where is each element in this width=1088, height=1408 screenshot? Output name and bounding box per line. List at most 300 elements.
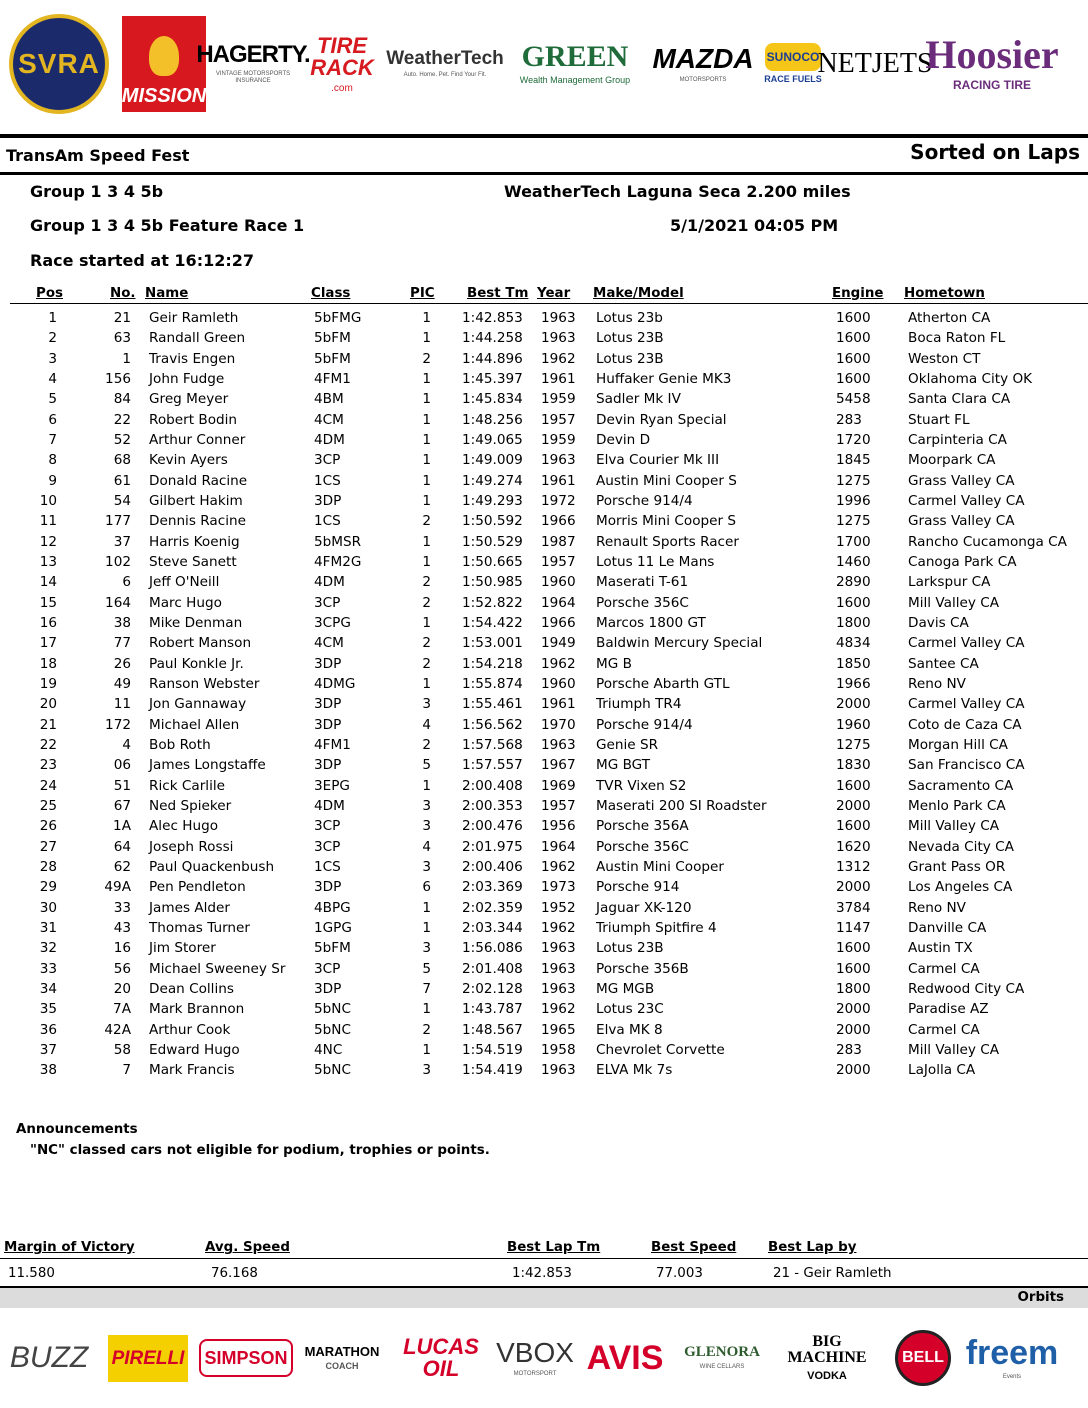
- best-time-cell: 2:02.359: [462, 899, 523, 916]
- engine-cell: 1275: [836, 472, 871, 489]
- class-cell: 5bFMG: [314, 310, 362, 326]
- margin-of-victory-value: 11.580: [8, 1266, 55, 1281]
- pic-cell: 2: [422, 736, 431, 753]
- best-time-cell: 1:45.397: [462, 370, 523, 387]
- bottom-sponsor-banner: [0, 1308, 1088, 1408]
- car-number-cell: 177: [105, 513, 131, 530]
- engine-cell: 1996: [836, 492, 871, 509]
- pos-cell: 18: [39, 655, 57, 672]
- driver-name-cell: Geir Ramleth: [149, 310, 239, 326]
- engine-cell: 2000: [836, 879, 871, 896]
- engine-cell: 1600: [836, 350, 871, 367]
- make-model-cell: MG B: [596, 655, 632, 672]
- table-row: [0, 920, 1088, 940]
- best-time-cell: 2:02.128: [462, 980, 523, 997]
- pos-cell: 19: [39, 675, 57, 692]
- pic-cell: 1: [422, 330, 431, 347]
- car-number-cell: 22: [113, 411, 131, 428]
- pos-cell: 3: [48, 350, 57, 367]
- col-class: Class: [311, 286, 351, 301]
- mission-logo: MISSION: [118, 0, 210, 128]
- engine-cell: 1966: [836, 675, 871, 692]
- make-model-cell: Porsche 356C: [596, 594, 689, 611]
- engine-cell: 1600: [836, 594, 871, 611]
- sort-label: Sorted on Laps: [910, 140, 1080, 164]
- engine-cell: 1720: [836, 431, 871, 448]
- year-cell: 1969: [541, 777, 576, 794]
- best-time-cell: 1:54.422: [462, 614, 523, 631]
- driver-name-cell: Donald Racine: [149, 472, 248, 489]
- netjets-logo: NETJETS: [817, 48, 933, 79]
- class-cell: 3DP: [314, 696, 342, 713]
- table-row: [0, 981, 1088, 1001]
- class-cell: 5bFM: [314, 940, 351, 957]
- table-row: [0, 473, 1088, 493]
- best-lap-by-value: 21 - Geir Ramleth: [773, 1266, 892, 1281]
- pos-cell: 25: [39, 797, 57, 814]
- pos-cell: 37: [39, 1041, 57, 1058]
- make-model-cell: Maserati T-61: [596, 574, 689, 591]
- driver-name-cell: Dennis Racine: [149, 513, 246, 530]
- car-number-cell: 1: [122, 350, 131, 367]
- engine-cell: 1960: [836, 716, 871, 733]
- best-time-cell: 1:49.065: [462, 431, 523, 448]
- make-model-cell: Elva Courier Mk III: [596, 452, 720, 469]
- col-best-time: Best Tm: [467, 286, 529, 301]
- engine-cell: 4834: [836, 635, 871, 652]
- car-number-cell: 56: [113, 960, 131, 977]
- make-model-cell: Elva MK 8: [596, 1021, 663, 1038]
- make-model-cell: Porsche 356A: [596, 818, 689, 835]
- best-time-cell: 1:56.562: [462, 716, 523, 733]
- year-cell: 1970: [541, 716, 576, 733]
- year-cell: 1964: [541, 594, 576, 611]
- driver-name-cell: James Alder: [149, 899, 231, 916]
- hometown-cell: Austin TX: [908, 940, 973, 957]
- column-header-rule: [10, 303, 1088, 304]
- driver-name-cell: Mike Denman: [149, 614, 243, 631]
- car-number-cell: 156: [105, 370, 131, 387]
- car-number-cell: 16: [113, 940, 131, 957]
- car-number-cell: 62: [113, 858, 131, 875]
- best-time-cell: 1:55.874: [462, 675, 523, 692]
- pos-cell: 21: [39, 716, 57, 733]
- year-cell: 1963: [541, 960, 576, 977]
- best-time-cell: 2:00.406: [462, 858, 523, 875]
- make-model-cell: ELVA Mk 7s: [596, 1062, 673, 1079]
- engine-cell: 1600: [836, 330, 871, 347]
- driver-name-cell: Kevin Ayers: [149, 452, 228, 469]
- year-cell: 1957: [541, 553, 576, 570]
- pos-cell: 20: [39, 696, 57, 713]
- flame-icon: [149, 36, 179, 76]
- pos-cell: 23: [39, 757, 57, 774]
- svra-logo-text: SVRA: [18, 48, 100, 79]
- pirelli-logo: PIRELLI: [98, 1308, 198, 1408]
- engine-cell: 1800: [836, 980, 871, 997]
- car-number-cell: 49: [113, 675, 131, 692]
- hometown-cell: Boca Raton FL: [908, 330, 1006, 347]
- class-cell: 4FM1: [314, 370, 351, 387]
- class-cell: 5bNC: [314, 1021, 351, 1038]
- engine-cell: 1600: [836, 818, 871, 835]
- table-row: [0, 1042, 1088, 1062]
- driver-name-cell: Bob Roth: [149, 736, 211, 753]
- hometown-cell: Menlo Park CA: [908, 797, 1006, 814]
- make-model-cell: Lotus 23C: [596, 1001, 664, 1018]
- make-model-cell: Huffaker Genie MK3: [596, 370, 732, 387]
- table-row: [0, 615, 1088, 635]
- class-cell: 5bNC: [314, 1001, 351, 1018]
- year-cell: 1957: [541, 411, 576, 428]
- car-number-cell: 77: [113, 635, 131, 652]
- hometown-cell: Carpinteria CA: [908, 431, 1007, 448]
- best-time-cell: 2:00.353: [462, 797, 523, 814]
- col-year: Year: [537, 286, 571, 301]
- best-lap-by-label: Best Lap by: [768, 1240, 857, 1255]
- make-model-cell: MG MGB: [596, 980, 655, 997]
- weathertech-logo: WeatherTech Auto. Home. Pet. Find Your Fit.: [386, 48, 504, 79]
- table-row: [0, 656, 1088, 676]
- table-row: [0, 859, 1088, 879]
- make-model-cell: Porsche Abarth GTL: [596, 675, 730, 692]
- class-cell: 5bFM: [314, 330, 351, 347]
- engine-cell: 2890: [836, 574, 871, 591]
- make-model-cell: Porsche 356C: [596, 838, 689, 855]
- best-time-cell: 1:48.567: [462, 1021, 523, 1038]
- driver-name-cell: Steve Sanett: [149, 553, 237, 570]
- year-cell: 1965: [541, 1021, 576, 1038]
- table-row: [0, 839, 1088, 859]
- hometown-cell: Sacramento CA: [908, 777, 1014, 794]
- best-time-cell: 1:49.009: [462, 452, 523, 469]
- best-time-cell: 1:44.896: [462, 350, 523, 367]
- buzz-logo: BUZZ: [9, 1341, 89, 1374]
- make-model-cell: Lotus 23B: [596, 330, 664, 347]
- hoosier-logo: Hoosier RACING TIRE: [925, 32, 1059, 93]
- hometown-cell: Oklahoma City OK: [908, 370, 1033, 387]
- class-cell: 4FM1: [314, 736, 351, 753]
- track-label: WeatherTech Laguna Seca 2.200 miles: [504, 182, 851, 201]
- driver-name-cell: Arthur Cook: [149, 1021, 231, 1038]
- car-number-cell: 11: [113, 696, 131, 713]
- table-row: [0, 452, 1088, 472]
- engine-cell: 2000: [836, 696, 871, 713]
- table-row: [0, 737, 1088, 757]
- best-time-cell: 1:52.822: [462, 594, 523, 611]
- hometown-cell: Carmel Valley CA: [908, 635, 1025, 652]
- pos-cell: 15: [39, 594, 57, 611]
- hometown-cell: Moorpark CA: [908, 452, 996, 469]
- simpson-logo: SIMPSON: [198, 1308, 294, 1408]
- engine-cell: 1312: [836, 858, 871, 875]
- col-no: No.: [110, 286, 136, 301]
- year-cell: 1964: [541, 838, 576, 855]
- car-number-cell: 38: [113, 614, 131, 631]
- pic-cell: 1: [422, 411, 431, 428]
- pic-cell: 1: [422, 553, 431, 570]
- year-cell: 1963: [541, 736, 576, 753]
- hometown-cell: Grass Valley CA: [908, 513, 1015, 530]
- make-model-cell: Renault Sports Racer: [596, 533, 739, 550]
- year-cell: 1966: [541, 614, 576, 631]
- vbox-logo: VBOX MOTORSPORT: [496, 1336, 574, 1377]
- hometown-cell: Danville CA: [908, 919, 987, 936]
- hometown-cell: Redwood City CA: [908, 980, 1025, 997]
- pos-cell: 1: [48, 310, 57, 326]
- col-hometown: Hometown: [904, 286, 985, 301]
- pic-cell: 1: [422, 675, 431, 692]
- make-model-cell: Porsche 356B: [596, 960, 689, 977]
- pos-cell: 32: [39, 940, 57, 957]
- best-speed-value: 77.003: [656, 1266, 703, 1281]
- table-row: [0, 412, 1088, 432]
- class-cell: 3CP: [314, 838, 341, 855]
- class-cell: 3DP: [314, 980, 342, 997]
- engine-cell: 2000: [836, 1062, 871, 1079]
- car-number-cell: 49A: [104, 879, 131, 896]
- col-make-model: Make/Model: [593, 286, 684, 301]
- make-model-cell: Baldwin Mercury Special: [596, 635, 763, 652]
- class-cell: 3EPG: [314, 777, 350, 794]
- best-lap-time-value: 1:42.853: [512, 1266, 572, 1281]
- table-row: [0, 595, 1088, 615]
- car-number-cell: 58: [113, 1041, 131, 1058]
- year-cell: 1957: [541, 797, 576, 814]
- hometown-cell: Stuart FL: [908, 411, 970, 428]
- engine-cell: 5458: [836, 391, 871, 408]
- car-number-cell: 61: [113, 472, 131, 489]
- pos-cell: 6: [48, 411, 57, 428]
- pic-cell: 6: [422, 879, 431, 896]
- pos-cell: 30: [39, 899, 57, 916]
- engine-cell: 3784: [836, 899, 871, 916]
- class-cell: 3DP: [314, 655, 342, 672]
- engine-cell: 1620: [836, 838, 871, 855]
- tire-rack-logo: TIRE RACK .com: [310, 32, 374, 94]
- hometown-cell: Santa Clara CA: [908, 391, 1011, 408]
- pic-cell: 2: [422, 655, 431, 672]
- driver-name-cell: Edward Hugo: [149, 1041, 240, 1058]
- table-row: [0, 757, 1088, 777]
- table-row: [0, 574, 1088, 594]
- pic-cell: 1: [422, 614, 431, 631]
- make-model-cell: Genie SR: [596, 736, 659, 753]
- marathon-coach-logo: MARATHON COACH: [304, 1343, 380, 1371]
- class-cell: 3CP: [314, 594, 341, 611]
- pos-cell: 9: [48, 472, 57, 489]
- avis-logo: AVIS: [586, 1339, 664, 1377]
- driver-name-cell: Alec Hugo: [149, 818, 219, 835]
- driver-name-cell: Jon Gannaway: [149, 696, 247, 713]
- announcements-text: "NC" classed cars not eligible for podium, trophies or points.: [30, 1143, 490, 1158]
- col-pic: PIC: [410, 286, 435, 301]
- pic-cell: 3: [422, 696, 431, 713]
- year-cell: 1949: [541, 635, 576, 652]
- svra-logo: [0, 0, 118, 128]
- session-datetime: 5/1/2021 04:05 PM: [670, 216, 839, 235]
- best-time-cell: 1:50.529: [462, 533, 523, 550]
- best-time-cell: 1:42.853: [462, 310, 523, 326]
- hometown-cell: Carmel CA: [908, 1021, 980, 1038]
- pic-cell: 7: [422, 980, 431, 997]
- year-cell: 1973: [541, 879, 576, 896]
- glenora-logo: GLENORA WINE CELLARS: [684, 1344, 760, 1371]
- driver-name-cell: Paul Quackenbush: [149, 858, 275, 875]
- car-number-cell: 1A: [113, 818, 131, 835]
- pic-cell: 1: [422, 391, 431, 408]
- car-number-cell: 43: [113, 919, 131, 936]
- car-number-cell: 54: [113, 492, 131, 509]
- car-number-cell: 42A: [104, 1021, 131, 1038]
- class-cell: 3CP: [314, 960, 341, 977]
- year-cell: 1963: [541, 452, 576, 469]
- pos-cell: 24: [39, 777, 57, 794]
- announcements-title: Announcements: [16, 1122, 138, 1137]
- event-title: TransAm Speed Fest: [6, 146, 190, 165]
- class-cell: 3DP: [314, 879, 342, 896]
- car-number-cell: 52: [113, 431, 131, 448]
- year-cell: 1961: [541, 696, 576, 713]
- hometown-cell: Davis CA: [908, 614, 969, 631]
- hometown-cell: Reno NV: [908, 675, 966, 692]
- hometown-cell: Carmel Valley CA: [908, 492, 1025, 509]
- hometown-cell: Paradise AZ: [908, 1001, 989, 1018]
- hometown-cell: Nevada City CA: [908, 838, 1014, 855]
- table-row: [0, 391, 1088, 411]
- best-time-cell: 1:54.419: [462, 1062, 523, 1079]
- year-cell: 1967: [541, 757, 576, 774]
- pic-cell: 2: [422, 1021, 431, 1038]
- driver-name-cell: Mark Francis: [149, 1062, 235, 1079]
- pic-cell: 2: [422, 635, 431, 652]
- pos-cell: 14: [39, 574, 57, 591]
- table-row: [0, 696, 1088, 716]
- avg-speed-label: Avg. Speed: [205, 1240, 290, 1255]
- car-number-cell: 67: [113, 797, 131, 814]
- year-cell: 1961: [541, 370, 576, 387]
- best-time-cell: 2:03.369: [462, 879, 523, 896]
- best-time-cell: 2:01.408: [462, 960, 523, 977]
- make-model-cell: Porsche 914/4: [596, 492, 693, 509]
- best-time-cell: 1:54.218: [462, 655, 523, 672]
- year-cell: 1963: [541, 980, 576, 997]
- best-speed-label: Best Speed: [651, 1240, 737, 1255]
- car-number-cell: 4: [122, 736, 131, 753]
- driver-name-cell: Gilbert Hakim: [149, 492, 243, 509]
- pos-cell: 17: [39, 635, 57, 652]
- pic-cell: 1: [422, 370, 431, 387]
- engine-cell: 1275: [836, 736, 871, 753]
- orbits-label: Orbits: [1017, 1290, 1064, 1305]
- hometown-cell: Carmel Valley CA: [908, 696, 1025, 713]
- pic-cell: 2: [422, 574, 431, 591]
- driver-name-cell: Robert Manson: [149, 635, 252, 652]
- hometown-cell: Carmel CA: [908, 960, 980, 977]
- car-number-cell: 172: [105, 716, 131, 733]
- car-number-cell: 37: [113, 533, 131, 550]
- pic-cell: 1: [422, 777, 431, 794]
- best-time-cell: 1:50.985: [462, 574, 523, 591]
- pos-cell: 13: [39, 553, 57, 570]
- hometown-cell: Mill Valley CA: [908, 818, 1000, 835]
- year-cell: 1962: [541, 655, 576, 672]
- table-row: [0, 554, 1088, 574]
- margin-of-victory-label: Margin of Victory: [4, 1240, 135, 1255]
- hometown-cell: Morgan Hill CA: [908, 736, 1008, 753]
- year-cell: 1962: [541, 1001, 576, 1018]
- pos-cell: 28: [39, 858, 57, 875]
- make-model-cell: Morris Mini Cooper S: [596, 513, 737, 530]
- driver-name-cell: Michael Sweeney Sr: [149, 960, 286, 977]
- pic-cell: 3: [422, 858, 431, 875]
- year-cell: 1962: [541, 858, 576, 875]
- class-cell: 4DM: [314, 797, 345, 814]
- pic-cell: 3: [422, 1062, 431, 1079]
- best-time-cell: 1:56.086: [462, 940, 523, 957]
- pic-cell: 1: [422, 310, 431, 326]
- avg-speed-value: 76.168: [211, 1266, 258, 1281]
- pos-cell: 29: [39, 879, 57, 896]
- pic-cell: 3: [422, 797, 431, 814]
- best-time-cell: 2:00.408: [462, 777, 523, 794]
- table-row: [0, 1001, 1088, 1021]
- driver-name-cell: Robert Bodin: [149, 411, 238, 428]
- table-row: [0, 961, 1088, 981]
- best-time-cell: 1:50.665: [462, 553, 523, 570]
- hometown-cell: Coto de Caza CA: [908, 716, 1022, 733]
- car-number-cell: 68: [113, 452, 131, 469]
- pic-cell: 1: [422, 492, 431, 509]
- table-row: [0, 371, 1088, 391]
- pos-cell: 26: [39, 818, 57, 835]
- car-number-cell: 84: [113, 391, 131, 408]
- year-cell: 1966: [541, 513, 576, 530]
- year-cell: 1963: [541, 310, 576, 326]
- hometown-cell: Rancho Cucamonga CA: [908, 533, 1067, 550]
- best-time-cell: 2:03.344: [462, 919, 523, 936]
- car-number-cell: 63: [113, 330, 131, 347]
- engine-cell: 2000: [836, 1021, 871, 1038]
- table-row: [0, 310, 1088, 330]
- header-bottom-rule: [0, 172, 1088, 175]
- pic-cell: 5: [422, 960, 431, 977]
- table-row: [0, 798, 1088, 818]
- engine-cell: 1700: [836, 533, 871, 550]
- car-number-cell: 102: [105, 553, 131, 570]
- group-label: Group 1 3 4 5b: [30, 182, 164, 201]
- engine-cell: 1600: [836, 940, 871, 957]
- engine-cell: 1275: [836, 513, 871, 530]
- pos-cell: 31: [39, 919, 57, 936]
- hometown-cell: Reno NV: [908, 899, 966, 916]
- engine-cell: 1800: [836, 614, 871, 631]
- table-row: [0, 940, 1088, 960]
- pic-cell: 4: [422, 716, 431, 733]
- engine-cell: 283: [836, 411, 862, 428]
- class-cell: 4DM: [314, 574, 345, 591]
- car-number-cell: 06: [113, 757, 131, 774]
- driver-name-cell: Michael Allen: [149, 716, 240, 733]
- hometown-cell: LaJolla CA: [908, 1062, 976, 1079]
- driver-name-cell: Paul Konkle Jr.: [149, 655, 244, 672]
- make-model-cell: Marcos 1800 GT: [596, 614, 706, 631]
- best-time-cell: 2:00.476: [462, 818, 523, 835]
- table-row: [0, 900, 1088, 920]
- header-top-rule: [0, 134, 1088, 138]
- car-number-cell: 7A: [113, 1001, 131, 1018]
- class-cell: 5bMSR: [314, 533, 362, 550]
